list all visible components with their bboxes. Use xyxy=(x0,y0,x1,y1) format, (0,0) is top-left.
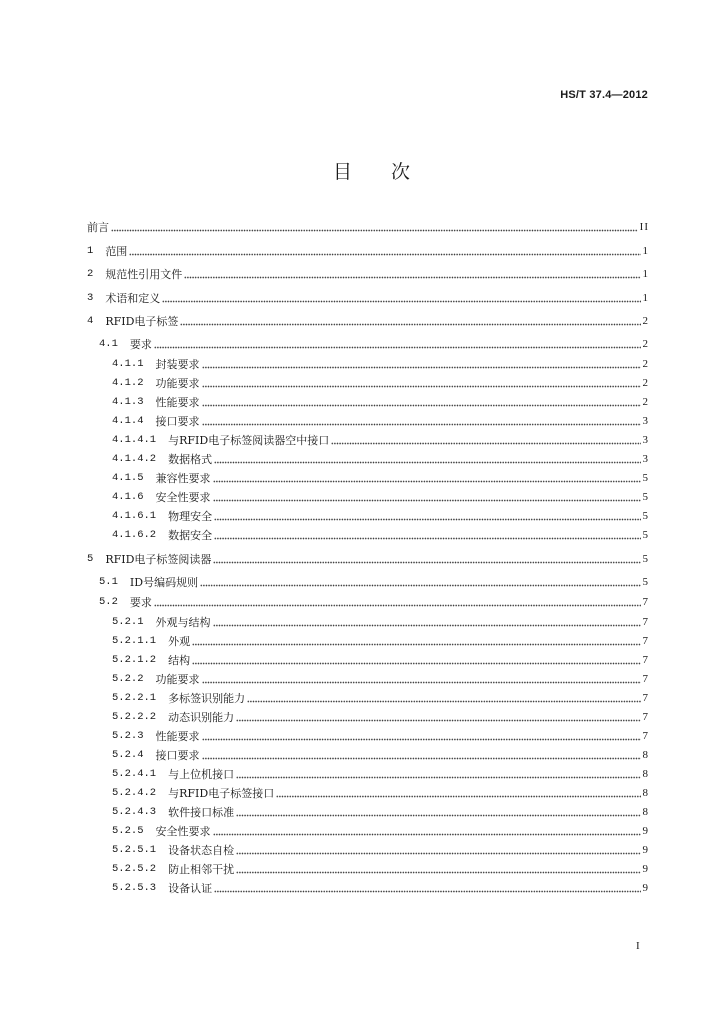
dot-leader xyxy=(214,507,640,526)
toc-entry-title: 外观 xyxy=(168,634,191,648)
toc-entry-page: 2 xyxy=(642,396,649,408)
toc-entry-page: 7 xyxy=(642,595,649,608)
dot-leader xyxy=(213,613,641,632)
toc-entry xyxy=(87,651,648,670)
toc-entry-title: 动态识别能力 xyxy=(168,710,235,724)
toc-entry-page: 5 xyxy=(642,510,649,522)
dot-leader xyxy=(154,335,641,354)
toc-entry-title: 与上位机接口 xyxy=(168,767,235,781)
toc-entry-page: 8 xyxy=(642,767,649,780)
toc-entry-title: 与RFID电子标签阅读器空中接口 xyxy=(168,434,330,447)
toc-entry xyxy=(87,242,648,261)
toc-entry-page: 8 xyxy=(642,805,649,818)
toc-entry-title: 外观与结构 xyxy=(155,615,211,629)
toc-entry-number: 4.1.5 xyxy=(112,472,144,484)
toc-entry-title: 性能要求 xyxy=(155,396,200,409)
toc-entry-page: 9 xyxy=(642,843,649,856)
toc-entry-title: 设备状态自检 xyxy=(168,843,235,857)
toc-entry-page: 3 xyxy=(642,434,649,446)
toc-entry xyxy=(87,450,648,469)
toc-entry xyxy=(87,860,648,879)
toc-entry xyxy=(87,507,648,526)
toc-entry xyxy=(87,765,648,784)
toc-entry-title: 物理安全 xyxy=(168,510,213,523)
toc-entry xyxy=(87,265,648,284)
dot-leader xyxy=(236,803,640,822)
toc-entry-number: 5.2.4.1 xyxy=(112,767,157,780)
toc-entry-number: 5.2.2.1 xyxy=(112,691,157,704)
toc-entry-title: 规范性引用文件 xyxy=(105,268,183,281)
toc-entry-page: 7 xyxy=(642,710,649,723)
dot-leader xyxy=(213,550,640,569)
toc-entry xyxy=(87,727,648,746)
dot-leader xyxy=(331,431,640,450)
toc-entry xyxy=(87,593,648,612)
toc-entry-title: 与RFID电子标签接口 xyxy=(168,786,275,800)
toc-entry-title: 术语和定义 xyxy=(105,291,161,305)
dot-leader xyxy=(236,860,640,879)
toc-entry-title: RFID电子标签阅读器 xyxy=(105,552,212,566)
toc-entry-number: 5.2.4.2 xyxy=(112,786,157,799)
dot-leader xyxy=(111,218,638,237)
table-of-contents-title: 目 次 xyxy=(333,161,421,183)
toc-entry-number: 4.1.3 xyxy=(112,396,144,408)
toc-entry-page: 5 xyxy=(642,472,649,484)
toc-entry-number: 5.2.4 xyxy=(112,748,144,761)
dot-leader xyxy=(214,450,640,469)
toc-entry xyxy=(87,784,648,803)
toc-entry-page: 9 xyxy=(642,824,649,837)
dot-leader xyxy=(202,727,641,746)
toc-entry xyxy=(87,689,648,708)
toc-entry-title: 性能要求 xyxy=(155,729,200,743)
toc-entry-page: 7 xyxy=(642,729,649,742)
toc-entry xyxy=(87,312,648,331)
toc-entry xyxy=(87,879,648,898)
toc-entry-title: 范围 xyxy=(105,244,128,258)
toc-entry-number: 2 xyxy=(87,268,94,280)
toc-entry xyxy=(87,412,648,431)
toc-entry-page: 7 xyxy=(642,691,649,704)
dot-leader xyxy=(214,526,640,545)
toc-entry-number: 5.2.1.2 xyxy=(112,653,157,666)
toc-entry xyxy=(87,355,648,374)
dot-leader xyxy=(192,651,640,670)
toc-entry xyxy=(87,431,648,450)
dot-leader xyxy=(202,374,641,393)
toc-entry-page: 2 xyxy=(642,377,649,389)
toc-entry-page: 2 xyxy=(642,315,649,327)
page-number: I xyxy=(636,940,640,952)
toc-entry xyxy=(87,841,648,860)
dot-leader xyxy=(162,289,640,308)
toc-entry-title: 数据格式 xyxy=(168,453,213,466)
toc-entry-title: 接口要求 xyxy=(155,415,200,428)
toc-entry-page: 5 xyxy=(642,575,649,588)
toc-entry-number: 5.2.5.3 xyxy=(112,881,157,894)
toc-entry-number: 4.1.6.1 xyxy=(112,510,157,522)
toc-entry-title: 安全性要求 xyxy=(155,824,211,838)
toc-entry xyxy=(87,526,648,545)
toc-entry-title: 软件接口标准 xyxy=(168,805,235,819)
toc-entry-page: 3 xyxy=(642,415,649,427)
toc-entry-number: 5.1 xyxy=(99,575,118,588)
toc-entry-number: 5.2.1.1 xyxy=(112,634,157,647)
toc-entry-number: 5.2.2 xyxy=(112,672,144,685)
toc-entry-title: 安全性要求 xyxy=(155,491,211,504)
toc-entry-number: 4.1.6 xyxy=(112,491,144,503)
toc-entry-number: 5.2.3 xyxy=(112,729,144,742)
toc-entry xyxy=(87,803,648,822)
dot-leader xyxy=(200,573,640,592)
toc-entry-title: 多标签识别能力 xyxy=(168,691,246,705)
dot-leader xyxy=(236,708,640,727)
dot-leader xyxy=(180,312,640,331)
toc-entry-title: 结构 xyxy=(168,653,191,667)
toc-entry-page: 1 xyxy=(642,244,649,257)
toc-entry-title: 数据安全 xyxy=(168,529,213,542)
dot-leader xyxy=(276,784,640,803)
toc-entry-page: 7 xyxy=(642,653,649,666)
toc-entry-number: 4.1.4.1 xyxy=(112,434,157,446)
toc-entry xyxy=(87,550,648,569)
toc-entry-page: II xyxy=(639,221,649,233)
toc-entry-title: 前言 xyxy=(87,221,109,234)
toc-entry-title: 防止相邻干扰 xyxy=(168,862,235,876)
toc-entry xyxy=(87,374,648,393)
dot-leader xyxy=(202,393,641,412)
toc-entry xyxy=(87,746,648,765)
toc-entry xyxy=(87,289,648,308)
toc-entry xyxy=(87,573,648,592)
dot-leader xyxy=(213,488,641,507)
dot-leader xyxy=(213,822,641,841)
toc-entry-number: 5.2 xyxy=(99,595,118,608)
toc-entry-page: 5 xyxy=(642,491,649,503)
toc-entry-number: 5.2.5 xyxy=(112,824,144,837)
toc-entry-title: 功能要求 xyxy=(155,672,200,686)
dot-leader xyxy=(129,242,640,261)
dot-leader xyxy=(247,689,640,708)
toc-entry-number: 5.2.5.1 xyxy=(112,843,157,856)
toc-entry-number: 4.1.2 xyxy=(112,377,144,389)
toc-entry-number: 4.1.1 xyxy=(112,358,144,370)
toc-entry-page: 2 xyxy=(642,338,649,350)
toc-entry xyxy=(87,335,648,354)
toc-entry-title: 要求 xyxy=(129,595,152,609)
toc-entry-title: 接口要求 xyxy=(155,748,200,762)
toc-entry-title: RFID电子标签 xyxy=(105,315,179,328)
dot-leader xyxy=(213,469,641,488)
dot-leader xyxy=(236,765,640,784)
dot-leader xyxy=(236,841,640,860)
toc-entry-page: 1 xyxy=(642,291,649,304)
toc-entry-page: 3 xyxy=(642,453,649,465)
toc-entry-page: 9 xyxy=(642,862,649,875)
dot-leader xyxy=(202,746,641,765)
toc-entry xyxy=(87,708,648,727)
toc-entry-page: 8 xyxy=(642,748,649,761)
toc-entry-number: 4.1.4.2 xyxy=(112,453,157,465)
toc-entry xyxy=(87,822,648,841)
dot-leader xyxy=(214,879,640,898)
toc-entry-title: 封装要求 xyxy=(155,358,200,371)
toc-entry-title: ID号编码规则 xyxy=(129,575,199,589)
toc-entry-page: 5 xyxy=(642,552,649,565)
toc-entry xyxy=(87,613,648,632)
dot-leader xyxy=(202,670,641,689)
toc-entry-number: 4.1 xyxy=(99,338,118,350)
toc-entry-number: 3 xyxy=(87,291,94,304)
toc-entry-number: 4.1.6.2 xyxy=(112,529,157,541)
toc-entry-title: 兼容性要求 xyxy=(155,472,211,485)
toc-entry-title: 设备认证 xyxy=(168,881,213,895)
toc-entry-number: 5.2.2.2 xyxy=(112,710,157,723)
toc-entry xyxy=(87,670,648,689)
dot-leader xyxy=(202,355,641,374)
dot-leader xyxy=(202,412,641,431)
toc-entry xyxy=(87,393,648,412)
toc-entry-page: 2 xyxy=(642,358,649,370)
dot-leader xyxy=(154,593,641,612)
toc-entry-number: 5.2.4.3 xyxy=(112,805,157,818)
table-of-contents xyxy=(87,218,648,898)
toc-entry xyxy=(87,218,648,237)
document-code-header: HS/T 37.4—2012 xyxy=(560,89,648,101)
toc-entry-page: 8 xyxy=(642,786,649,799)
toc-entry-page: 7 xyxy=(642,634,649,647)
toc-entry-page: 1 xyxy=(642,268,649,280)
toc-entry-page: 5 xyxy=(642,529,649,541)
toc-entry-page: 9 xyxy=(642,881,649,894)
dot-leader xyxy=(184,265,640,284)
toc-entry xyxy=(87,632,648,651)
toc-entry-number: 4.1.4 xyxy=(112,415,144,427)
toc-entry-title: 要求 xyxy=(129,338,152,351)
toc-entry-number: 5 xyxy=(87,552,94,565)
dot-leader xyxy=(192,632,640,651)
toc-entry-number: 5.2.5.2 xyxy=(112,862,157,875)
toc-entry xyxy=(87,488,648,507)
toc-entry-number: 5.2.1 xyxy=(112,615,144,628)
toc-entry-page: 7 xyxy=(642,615,649,628)
toc-entry xyxy=(87,469,648,488)
toc-entry-title: 功能要求 xyxy=(155,377,200,390)
toc-entry-number: 1 xyxy=(87,244,94,257)
toc-entry-page: 7 xyxy=(642,672,649,685)
toc-entry-number: 4 xyxy=(87,315,94,327)
